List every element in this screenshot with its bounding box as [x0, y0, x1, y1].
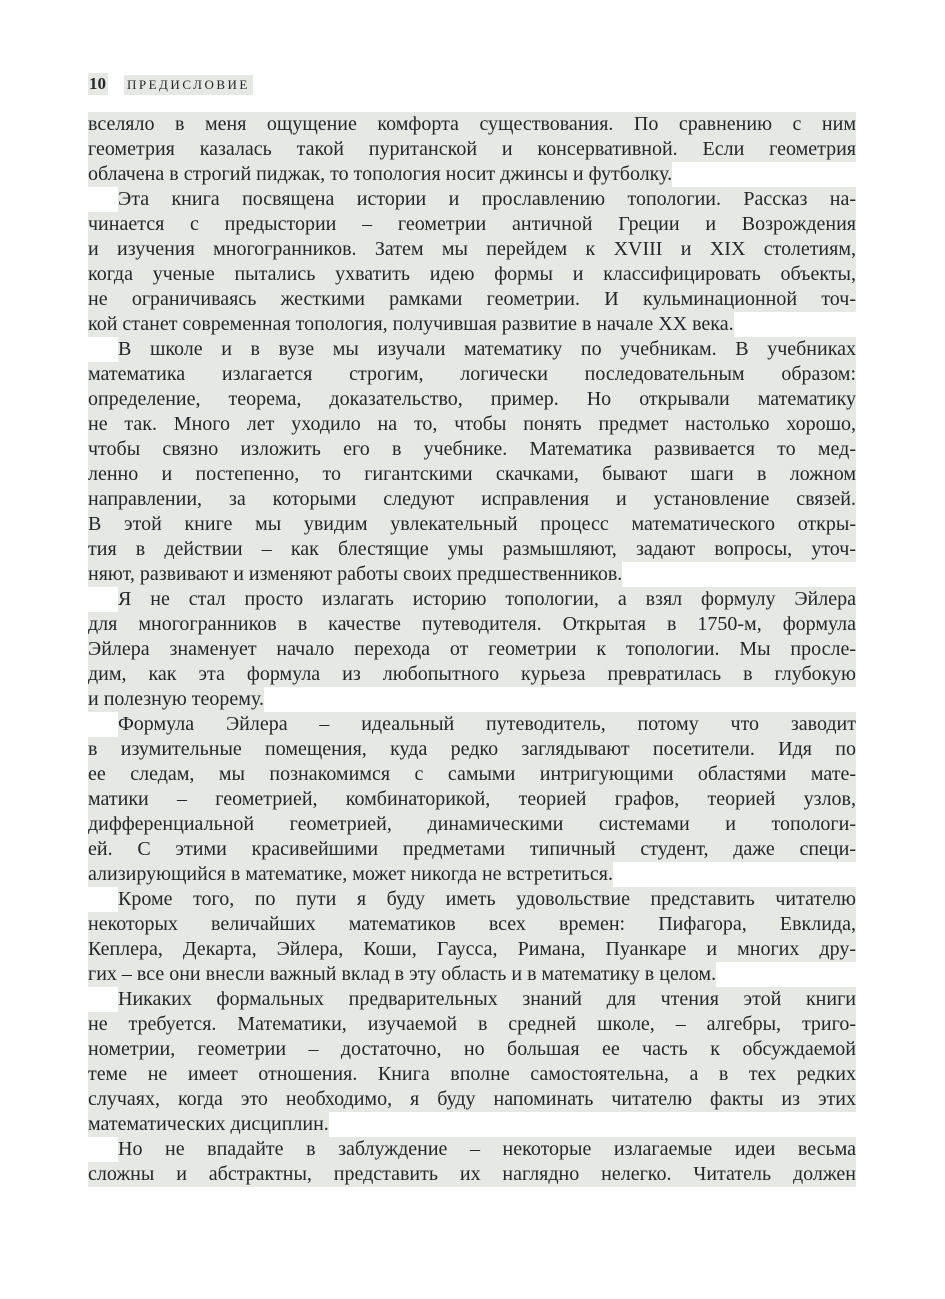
line-text: Никаких формальных предварительных знаний для чтения этой книги: [118, 988, 856, 1010]
text-line: [88, 337, 856, 362]
text-line: [88, 662, 856, 687]
text-line: [88, 987, 856, 1012]
line-text: не требуется. Математики, изучаемой в средней школе, – алгебры, триго-: [88, 1013, 856, 1035]
running-title: ПРЕДИСЛОВИЕ: [124, 75, 253, 95]
line-text: дим, как эта формула из любопытного курьеза превратилась в глубокую: [88, 663, 856, 685]
text-line: [88, 687, 856, 712]
text-line: [88, 212, 856, 237]
text-line: [88, 487, 856, 512]
text-line: [88, 237, 856, 262]
text-line: [88, 562, 856, 587]
line-text: направлении, за которыми следуют исправления и установление связей.: [88, 488, 856, 510]
text-line: [88, 962, 856, 987]
text-line: [88, 587, 856, 612]
line-text: математических дисциплин.: [88, 1113, 329, 1135]
line-text: чтобы связно изложить его в учебнике. Математика развивается то мед-: [88, 438, 856, 460]
line-text: некоторых величайших математиков всех времен: Пифагора, Евклида,: [88, 913, 856, 935]
text-line: [88, 512, 856, 537]
line-text: и полезную теорему.: [88, 688, 264, 710]
line-text: Эта книга посвящена истории и прославлению топологии. Рассказ на-: [118, 188, 856, 210]
text-line: [88, 262, 856, 287]
text-line: [88, 637, 856, 662]
line-text: теме не имеет отношения. Книга вполне самостоятельна, а в тех редких: [88, 1063, 856, 1085]
text-line: [88, 1012, 856, 1037]
text-line: [88, 1162, 856, 1187]
text-line: [88, 862, 856, 887]
text-line: [88, 537, 856, 562]
text-line: [88, 787, 856, 812]
line-text: сложны и абстрактны, представить их наглядно нелегко. Читатель должен: [88, 1163, 856, 1185]
line-text: в изумительные помещения, куда редко заглядывают посетители. Идя по: [88, 738, 856, 760]
line-text: ленно и постепенно, то гигантскими скачками, бывают шаги в ложном: [88, 463, 856, 485]
line-text: дифференциальной геометрией, динамическими системами и топологи-: [88, 813, 856, 835]
line-text: облачена в строгий пиджак, то топология носит джинсы и футболку.: [88, 163, 673, 185]
text-line: [88, 462, 856, 487]
text-line: [88, 312, 856, 337]
running-header: [88, 74, 856, 94]
text-line: [88, 1037, 856, 1062]
line-text: тия в действии – как блестящие умы размышляют, задают вопросы, уточ-: [88, 538, 856, 560]
text-line: [88, 912, 856, 937]
line-text: матики – геометрией, комбинаторикой, теорией графов, теорией узлов,: [88, 788, 856, 810]
text-line: [88, 387, 856, 412]
text-line: [88, 1112, 856, 1137]
text-line: [88, 887, 856, 912]
line-text: гих – все они внесли важный вклад в эту область и в математику в целом.: [88, 963, 717, 985]
line-text: В этой книге мы увидим увлекательный процесс математического откры-: [88, 513, 856, 535]
text-line: [88, 1087, 856, 1112]
line-text: няют, развивают и изменяют работы своих предшественников.: [88, 563, 623, 585]
line-text: ализирующийся в математике, может никогда не встретиться.: [88, 863, 613, 885]
line-text: Но не впадайте в заблуждение – некоторые излагаемые идеи весьма: [118, 1138, 856, 1160]
text-line: [88, 937, 856, 962]
line-text: случаях, когда это необходимо, я буду напоминать читателю факты из этих: [88, 1088, 856, 1110]
line-text: ей. С этими красивейшими предметами типичный студент, даже специ-: [88, 838, 856, 860]
line-text: не ограничиваясь жесткими рамками геометрии. И кульминационной точ-: [88, 288, 856, 310]
line-text: математика излагается строгим, логически последовательным образом:: [88, 363, 856, 385]
line-text: нометрии, геометрии – достаточно, но большая ее часть к обсуждаемой: [88, 1038, 856, 1060]
line-text: Формула Эйлера – идеальный путеводитель, потому что заводит: [118, 713, 856, 735]
line-text: чинается с предыстории – геометрии античной Греции и Возрождения: [88, 213, 856, 235]
line-text: вселяло в меня ощущение комфорта существования. По сравнению с ним: [88, 113, 856, 135]
text-line: [88, 137, 856, 162]
line-text: определение, теорема, доказательство, пример. Но открывали математику: [88, 388, 856, 410]
text-line: [88, 837, 856, 862]
text-line: [88, 362, 856, 387]
line-text: В школе и в вузе мы изучали математику по учебникам. В учебниках: [118, 338, 856, 360]
page-number: 10: [89, 74, 106, 93]
line-text: не так. Много лет уходило на то, чтобы понять предмет настолько хорошо,: [88, 413, 856, 435]
page-body: [88, 112, 856, 1187]
text-line: [88, 712, 856, 737]
line-text: ее следам, мы познакомимся с самыми интригующими областями мате-: [88, 763, 856, 785]
text-line: [88, 112, 856, 137]
text-line: [88, 612, 856, 637]
line-text: Кроме того, по пути я буду иметь удовольствие представить читателю: [118, 888, 856, 910]
text-line: [88, 1137, 856, 1162]
line-text: когда ученые пытались ухватить идею формы и классифицировать объекты,: [88, 263, 856, 285]
text-line: [88, 412, 856, 437]
text-line: [88, 762, 856, 787]
text-line: [88, 187, 856, 212]
line-text: геометрия казалась такой пуританской и консервативной. Если геометрия: [88, 138, 856, 160]
line-text: кой станет современная топология, получившая развитие в начале XX века.: [88, 313, 734, 335]
text-line: [88, 162, 856, 187]
line-text: для многогранников в качестве путеводителя. Открытая в 1750-м, формула: [88, 613, 856, 635]
text-line: [88, 287, 856, 312]
line-text: и изучения многогранников. Затем мы перейдем к XVIII и XIX столетиям,: [88, 238, 856, 260]
text-line: [88, 737, 856, 762]
text-line: [88, 1062, 856, 1087]
line-text: Кеплера, Декарта, Эйлера, Коши, Гаусса, Римана, Пуанкаре и многих дру-: [88, 938, 856, 960]
text-line: [88, 812, 856, 837]
line-text: Я не стал просто излагать историю топологии, а взял формулу Эйлера: [118, 588, 856, 610]
text-line: [88, 437, 856, 462]
line-text: Эйлера знаменует начало перехода от геометрии к топологии. Мы просле-: [88, 638, 856, 660]
